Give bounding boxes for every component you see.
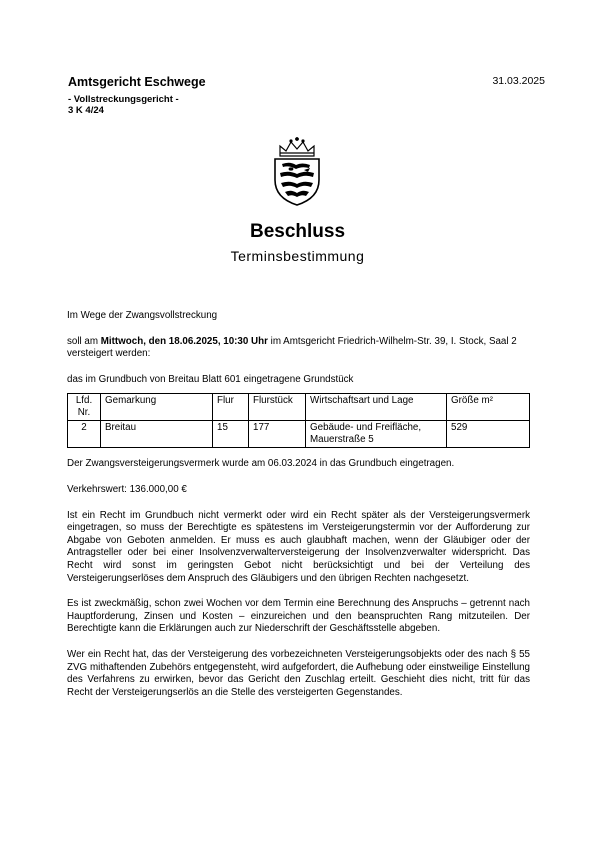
termin-prefix: soll am: [67, 335, 101, 347]
table-cell: Gebäude- und Freifläche, Mauerstraße 5: [306, 421, 447, 448]
table-header: Lfd. Nr.: [68, 394, 101, 421]
paragraph-berechnung: Es ist zweckmäßig, schon zwei Wochen vor dem Termin eine Berechnung des Anspruchs – getrennt nach Hauptforderung, Zinsen und Kosten – einzureichen und den beanspruchten Rang mitzuteilen. Der Berechtigte kann die Erklärungen auch zur Niederschrift der Geschäftsstelle abgeben.: [67, 598, 530, 635]
property-table: [67, 393, 530, 448]
paragraph-aufhebung: Wer ein Recht hat, das der Versteigerung des vorbezeichneten Versteigerungsobjekts oder des nach § 55 ZVG mithaftenden Zubehörs entgegensteht, wird aufgefordert, die Aufhebung oder einstweilige Einstellung des Verfahrens zu erwirken, bevor das Gericht den Zuschlag erteilt. Geschieht dies nicht, tritt für das Recht der Versteigerungserlös an die Stelle des versteigerten Gegenstandes.: [67, 648, 530, 698]
table-header: Flurstück: [249, 394, 306, 421]
termin-text: [67, 336, 530, 361]
paragraph-anmeldung: Ist ein Recht im Grundbuch nicht vermerkt oder wird ein Recht später als der Versteigerungsvermerk eingetragen, so muss der Berechtigte es spätestens im Versteigerungstermin vor der Aufforderung zur Abgabe von Geboten anmelden. Er muss es auch glaubhaft machen, wenn der Gläubiger oder der Antragsteller oder bei einer Insolvenzverwalterversteigerung der Insolvenzverwalter widerspricht. Das Recht wird sonst im geringsten Gebot nicht berücksichtigt und bei der Verteilung des Versteigerungserlöses dem Anspruch des Gläubigers und den übrigen Rechten nachgesetzt.: [67, 509, 530, 584]
document-subtitle: Terminsbestimmung: [230, 248, 365, 264]
termin-suffix: im Amtsgericht Friedrich-Wilhelm-Str. 39, I. Stock, Saal 2 versteigert werden:: [67, 335, 517, 360]
table-row: [68, 421, 530, 448]
table-header: Gemarkung: [101, 394, 213, 421]
table-header: Wirtschaftsart und Lage: [306, 394, 447, 421]
intro-text: Im Wege der Zwangsvollstreckung: [67, 310, 218, 321]
hesse-coat-of-arms-icon: [266, 136, 328, 206]
document-date: 31.03.2025: [492, 75, 545, 87]
document-body: [67, 310, 530, 699]
table-cell: 15: [213, 421, 249, 448]
grundbuch-text: das im Grundbuch von Breitau Blatt 601 eingetragene Grundstück: [67, 373, 354, 385]
case-number: 3 K 4/24: [68, 105, 104, 116]
table-cell: 529: [447, 421, 530, 448]
termin-date: Mittwoch, den 18.06.2025, 10:30 Uhr: [100, 335, 268, 347]
table-cell: 177: [249, 421, 306, 448]
document-title: Beschluss: [249, 221, 346, 242]
court-name: Amtsgericht Eschwege: [68, 75, 206, 89]
table-header: Größe m²: [447, 394, 530, 421]
table-header: Flur: [213, 394, 249, 421]
court-department: - Vollstreckungsgericht -: [68, 94, 179, 105]
table-header-row: [68, 394, 530, 421]
verkehrswert-text: Verkehrswert: 136.000,00 €: [67, 483, 187, 495]
table-cell: 2: [68, 421, 101, 448]
vermerk-text: Der Zwangsversteigerungsvermerk wurde am 06.03.2024 in das Grundbuch eingetragen.: [67, 458, 455, 470]
table-cell: Breitau: [101, 421, 213, 448]
